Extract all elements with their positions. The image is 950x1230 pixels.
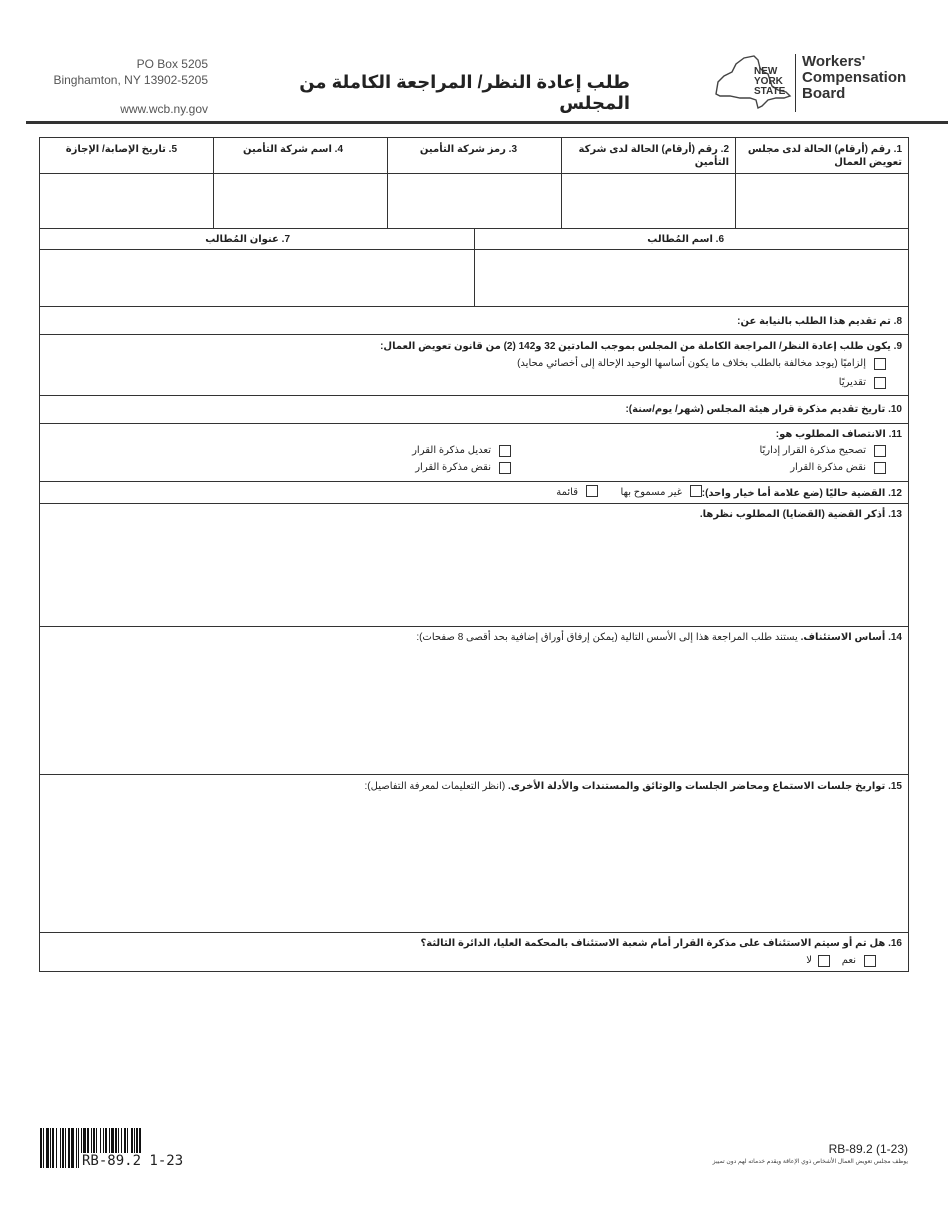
nondiscrimination-note: يوظف مجلس تعويض العمال الأشخاص ذوي الإعاقة ويقدم خدماته لهم دون تمييز: [712, 1159, 908, 1165]
field-2-input[interactable]: [561, 173, 736, 229]
field-4-header: [213, 137, 388, 174]
wcb-logo-text: [802, 54, 906, 102]
field-10-row[interactable]: [39, 395, 909, 424]
form-code: RB-89.2 (1-23): [828, 1142, 908, 1156]
barcode-bar: [40, 1128, 42, 1168]
field-12-label: 12. القضية حاليًا (ضع علامة أما خيار واحد):: [701, 488, 902, 499]
field-12-pending-label: قائمة: [556, 487, 578, 498]
field-11-label: 11. الانتصاف المطلوب هو:: [775, 429, 902, 440]
field-12-pending-checkbox[interactable]: [586, 485, 598, 497]
field-14-label-bold: 14. أساس الاستئناف.: [800, 632, 902, 643]
barcode-bar: [62, 1128, 64, 1168]
barcode-bar: [76, 1128, 77, 1168]
field-14-label: [202, 631, 902, 644]
field-2-header: [561, 137, 736, 174]
field-8-label: 8. تم تقديم هذا الطلب بالنيابة عن:: [737, 316, 902, 327]
field-10-label: 10. تاريخ تقديم مذكرة قرار هيئة المجلس (شهر/ يوم/سنة):: [625, 404, 902, 415]
field-14-label-rest: يستند طلب المراجعة هذا إلى الأسس التالية (يمكن إرفاق أوراق إضافية بحد أقصى 8 صفحات):: [416, 632, 801, 643]
field-9-discretionary-checkbox[interactable]: [874, 377, 886, 389]
field-11-admin-correction-label: تصحيح مذكرة القرار إداريًا: [759, 445, 866, 456]
field-9-mandatory-label: إلزاميًا (يوجد مخالفة بالطلب بخلاف ما يكون أساسها الوحيد الإحالة إلى أخصائي محايد): [517, 358, 866, 369]
field-9-row: [39, 334, 909, 396]
header-rule: [26, 121, 948, 124]
barcode-bar: [56, 1128, 57, 1168]
field-3-header: [387, 137, 562, 174]
field-11-admin-correction-checkbox[interactable]: [874, 445, 886, 457]
field-15-area[interactable]: [39, 774, 909, 933]
field-1-label: 1. رقم (أرقام) الحالة لدى مجلس تعويض العمال: [747, 144, 902, 168]
field-8-row[interactable]: [39, 306, 909, 335]
field-12-disallowed-label: غير مسموح بها: [620, 487, 682, 498]
field-7-header: [39, 228, 475, 250]
field-7-label: 7. عنوان المُطالب: [205, 234, 290, 245]
field-16-row: [39, 932, 909, 972]
nys-map-icon: [710, 52, 794, 112]
barcode-bar: [52, 1128, 54, 1168]
website: www.wcb.ny.gov: [120, 102, 208, 116]
field-2-label: 2. رقم (أرقام) الحالة لدى شركة التأمين: [578, 144, 729, 168]
field-16-no-label: لا: [806, 955, 812, 966]
field-16-yes-label: نعم: [841, 955, 856, 966]
barcode-bar: [65, 1128, 66, 1168]
field-12-disallowed-checkbox[interactable]: [690, 485, 702, 497]
field-5-label: 5. تاريخ الإصابة/ الإجازة: [65, 144, 177, 155]
barcode-bar: [43, 1128, 44, 1168]
field-11-row: [39, 423, 909, 482]
po-box: PO Box 5205: [136, 57, 208, 71]
field-11-rescind-right-label: نقض مذكرة القرار: [790, 462, 866, 473]
field-4-input[interactable]: [213, 173, 388, 229]
barcode-bar: [46, 1128, 49, 1168]
field-6-input[interactable]: [474, 249, 909, 307]
field-13-label: 13. أذكر القضية (القضايا) المطلوب نظرها.: [699, 509, 902, 520]
field-15-label: [202, 780, 902, 793]
field-1-input[interactable]: [735, 173, 909, 229]
field-11-rescind-left-checkbox[interactable]: [499, 462, 511, 474]
field-11-modify-checkbox[interactable]: [499, 445, 511, 457]
logo-state-line-1: NEW: [754, 66, 778, 77]
field-6-header: [474, 228, 909, 250]
field-12-row: [39, 481, 909, 504]
field-15-label-bold: 15. تواريخ جلسات الاستماع ومحاضر الجلسات والوثائق والمستندات والأدلة الأخرى.: [507, 781, 902, 792]
field-13-area[interactable]: [39, 503, 909, 627]
barcode-bar: [78, 1128, 79, 1168]
field-11-rescind-left-label: نقض مذكرة القرار: [415, 462, 491, 473]
barcode-bar: [60, 1128, 61, 1168]
field-6-label: 6. اسم المُطالب: [647, 234, 724, 245]
field-9-label: 9. يكون طلب إعادة النظر/ المراجعة الكاملة من المجلس بموجب المادتين 32 و142 (2) من قانون تعويض العمال:: [380, 341, 902, 352]
logo-state-line-3: STATE: [754, 86, 786, 97]
logo-board-line-3: Board: [802, 85, 846, 102]
barcode-text: RB-89.2 1-23: [82, 1153, 184, 1169]
page-title: طلب إعادة النظر/ المراجعة الكاملة من المجلس: [299, 72, 630, 113]
field-9-mandatory-checkbox[interactable]: [874, 358, 886, 370]
barcode-bar: [50, 1128, 51, 1168]
field-4-label: 4. اسم شركة التأمين: [242, 144, 343, 155]
field-5-header: [39, 137, 214, 174]
logo-divider: [795, 54, 796, 112]
field-14-area[interactable]: [39, 626, 909, 775]
field-3-label: 3. رمز شركة التأمين: [419, 144, 517, 155]
field-16-label: 16. هل تم أو سيتم الاستئناف على مذكرة القرار أمام شعبة الاستئناف بالمحكمة العليا، الدائرة الثالثة؟: [420, 938, 902, 949]
mailing-address: [0, 56, 208, 88]
field-7-input[interactable]: [39, 249, 475, 307]
logo-board-line-1: Workers': [802, 53, 866, 70]
field-11-modify-label: تعديل مذكرة القرار: [412, 445, 491, 456]
field-11-rescind-right-checkbox[interactable]: [874, 462, 886, 474]
field-5-input[interactable]: [39, 173, 214, 229]
barcode-bar: [71, 1128, 74, 1168]
logo-state-line-2: YORK: [754, 76, 783, 87]
field-16-yes-checkbox[interactable]: [864, 955, 876, 967]
barcode-bar: [68, 1128, 70, 1168]
field-15-label-rest: (انظر التعليمات لمعرفة التفاصيل):: [364, 781, 508, 792]
field-9-discretionary-label: تقديريًا: [838, 377, 866, 388]
logo-board-line-2: Compensation: [802, 69, 907, 86]
field-16-no-checkbox[interactable]: [818, 955, 830, 967]
field-1-header: [735, 137, 909, 174]
city-line: Binghamton, NY 13902-5205: [53, 73, 208, 87]
field-3-input[interactable]: [387, 173, 562, 229]
